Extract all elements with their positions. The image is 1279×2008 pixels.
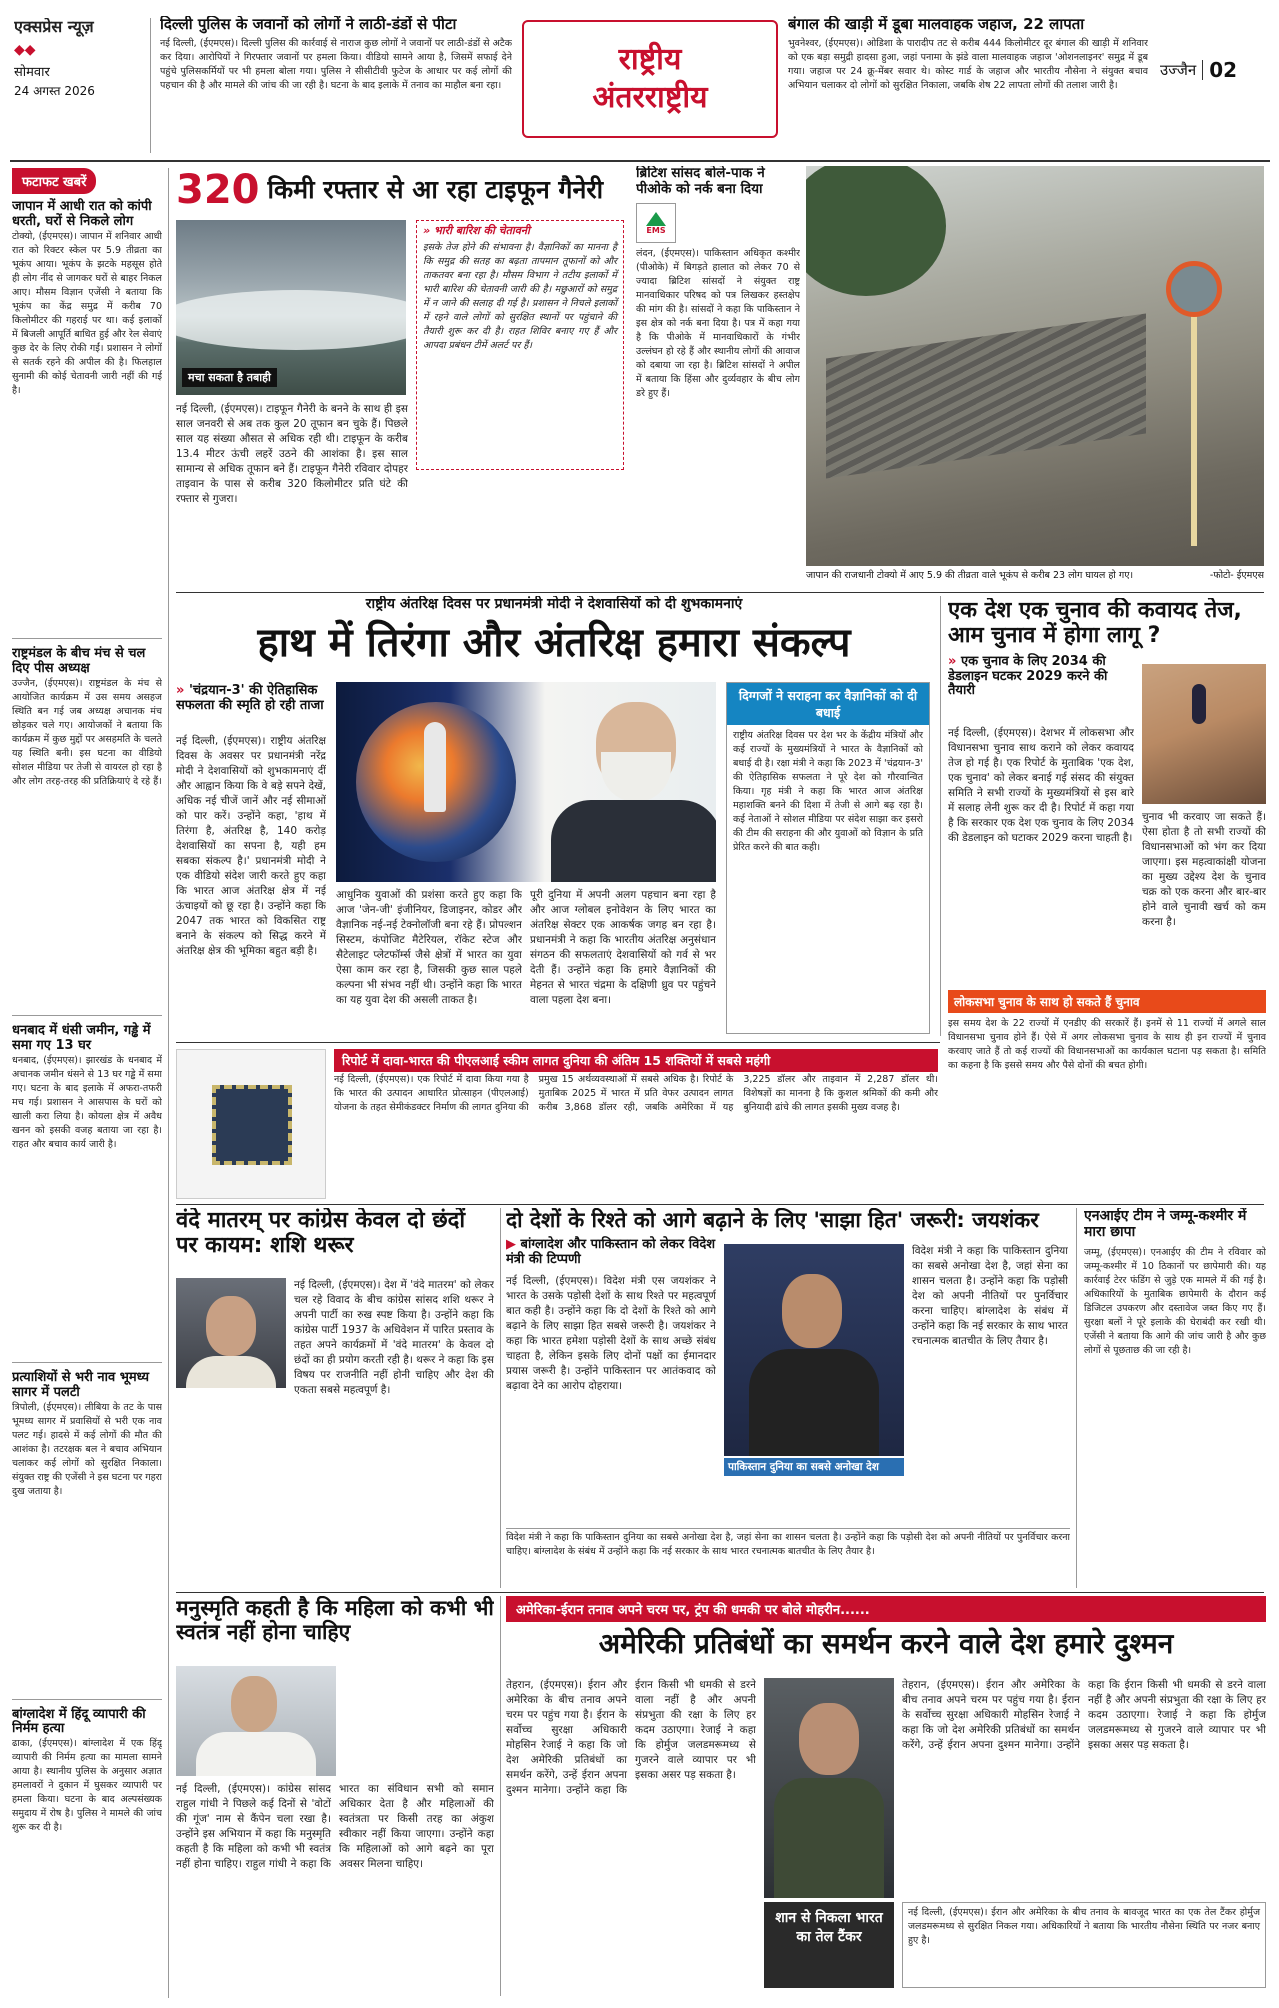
modi-photo [336,682,716,882]
masthead [0,0,1279,160]
rahul-photo [176,1666,336,1776]
iran-story [506,1596,1266,1996]
iran-body: तेहरान, (ईएमएस)। ईरान और अमेरिका के बीच तनाव अपने चरम पर पहुंच गया है। ईरान के सर्वोच्च सुरक्षा अधिकारी मोहसिन रेजाई ने कहा कि जो देश अमेरिकी प्रतिबंधों का समर्थन करेंगे, उन्हें ईरान अपना दुश्मन मानेगा। उन्होंने कहा कि ईरान किसी भी धमकी से डरने वाला नहीं है और अपनी संप्रभुता की रक्षा के लिए हर कदम उठाएगा। रेजाई ने कहा कि होर्मुज जलडमरूमध्य से गुजरने वाले व्यापार पर भी इसका असर पड़ सकता है। [506,1679,756,1796]
typhoon-headline-text: किमी रफ्तार से आ रहा टाइफून गैनेरी [267,174,604,204]
modi-col1: नई दिल्ली, (ईएमएस)। राष्ट्रीय अंतरिक्ष दिवस के अवसर पर प्रधानमंत्री नरेंद्र मोदी ने देशवासियों को शुभकामनाएं दीं और आह्वान किया कि वे बड़े सपने देखें, अधिक नई चीजें जानें और नई सीमाओं को पार करें। उन्होंने कहा, 'हाथ में तिरंगा है, अंतरिक्ष है, 140 करोड़ देशवासियों का सपना है, यही हम सबका संकल्प है।' प्रधानमंत्री मोदी ने एक वीडियो संदेश जारी करते हुए कहा कि भारत आज अंतरिक्ष क्षेत्र में नई ऊंचाइयों को छू रहा है। उन्होंने कहा कि 2047 तक भारत को विकसित राष्ट्र बनाने के संकल्प को सिद्ध करने में अंतरिक्ष क्षेत्र की भूमिका बहुत बड़ी है। [176,735,326,957]
warning-body: इसके तेज होने की संभावना है। वैज्ञानिकों का मानना है कि समुद्र की सतह का बढ़ता तापमान तूफानों को और ताकतवर बना रहा है। मौसम विभाग ने तटीय इलाकों में भारी बारिश की चेतावनी जारी की है। मछुआरों को समुद्र में न जाने की सलाह दी गई है। प्रशासन ने निचले इलाकों में रहने वाले लोगों को सुरक्षित स्थानों पर पहुंचाने की तैयारी शुरू कर दी है। राहत शिविर बनाए गए हैं और आपदा प्रबंधन टीमें अलर्ट पर हैं। [423,241,617,351]
traffic-mirror [1166,261,1222,317]
fatafat-item [12,1024,162,1354]
jammu-body: जम्मू, (ईएमएस)। एनआईए की टीम ने रविवार को जम्मू-कश्मीर में 10 ठिकानों पर छापेमारी की। यह कार्रवाई टेरर फंडिंग से जुड़े एक मामले में की गई है। अधिकारियों के मुताबिक छापेमारी के दौरान कई डिजिटल उपकरण और दस्तावेज जब्त किए गए हैं। सुरक्षा बलों ने पूरे इलाके की घेराबंदी कर रखी थी। एजेंसी ने बताया कि आगे की जांच जारी है और कुछ लोगों से पूछताछ की जा रही है। [1084,1247,1266,1357]
british-story [636,166,800,586]
section-banner [522,20,778,138]
ems-logo: EMS [636,203,676,243]
modi-story [176,596,932,1036]
masthead-date: 24 अगस्त 2026 [14,84,95,99]
fatafat-body: धनबाद, (ईएमएस)। झारखंड के धनबाद में अचानक जमीन धंसने से 13 घर गड्ढे में समा गए। घटना के बाद इलाके में अफरा-तफरी मच गई। प्रशासन ने आसपास के घरों को खाली करा लिया है। कोयला क्षेत्र में अवैध खनन को इसकी वजह बताया जा रहा है। राहत और बचाव कार्य जारी है। [12,1054,162,1150]
onenation-body-2: चुनाव भी करवाए जा सकते हैं। ऐसा होता है तो सभी राज्यों की विधानसभाओं को भंग कर दिया जाएगा। इस महत्वाकांक्षी योजना का मुख्य उद्देश्य देश के चुनाव चक्र को एक करना और बार-बार होने वाले चुनावी खर्च को कम करना है। [1142,811,1266,928]
fatafat-item [12,1708,162,1968]
jaishankar-caption: पाकिस्तान दुनिया का सबसे अनोखा देश [724,1458,904,1476]
fatafat-item [12,1371,162,1691]
section-title-1: राष्ट्रीय [618,41,682,77]
fatafat-headline: प्रत्याशियों से भरी नाव भूमध्य सागर में पलटी [12,1369,150,1400]
typhoon-headline [176,166,626,214]
top-right-story [788,16,1148,156]
wave-shape [176,290,406,350]
modi-headline: हाथ में तिरंगा और अंतरिक्ष हमारा संकल्प [257,620,851,666]
iran-photo-tag: शान से निकला भारत का तेल टैंकर [764,1902,894,1988]
iran-body-2: तेहरान, (ईएमएस)। ईरान और अमेरिका के बीच तनाव अपने चरम पर पहुंच गया है। ईरान के सर्वोच्च सुरक्षा अधिकारी मोहसिन रेजाई ने कहा कि जो देश अमेरिकी प्रतिबंधों का समर्थन करेंगे, उन्हें ईरान अपना दुश्मन मानेगा। उन्होंने कहा कि ईरान किसी भी धमकी से डरने वाला नहीं है और अपनी संप्रभुता की रक्षा के लिए हर कदम उठाएगा। रेजाई ने कहा कि होर्मुज जलडमरूमध्य से गुजरने वाले व्यापार पर भी इसका असर पड़ सकता है। [902,1679,1266,1751]
modi-subhead: » 'चंद्रयान-3' की ऐतिहासिक सफलता की स्मृति हो रही ताजा [176,683,324,713]
chips-body: नई दिल्ली, (ईएमएस)। एक रिपोर्ट में दावा किया गया है कि भारत की उत्पादन आधारित प्रोत्साहन (पीएलआई) योजना के तहत सेमीकंडक्टर निर्माण की लागत दुनिया की प्रमुख 15 अर्थव्यवस्थाओं में सबसे अधिक है। रिपोर्ट के मुताबिक 2025 में भारत में प्रति वेफर उत्पादन लागत करीब 3,868 डॉलर रही, जबकि अमेरिका में यह 3,225 डॉलर और ताइवान में 2,287 डॉलर थी। विशेषज्ञों का मानना है कि कुशल श्रमिकों की कमी और बुनियादी ढांचे की लागत इसकी मुख्य वजह है। [334,1074,938,1113]
iran-headline: अमेरिकी प्रतिबंधों का समर्थन करने वाले देश हमारे दुश्मन [598,1627,1174,1660]
onenation-box-body: इस समय देश के 22 राज्यों में एनडीए की सरकारें हैं। इनमें से 11 राज्यों में अगले साल विधानसभा चुनाव होने हैं। ऐसे में अगर लोकसभा चुनाव के साथ ही इन राज्यों में चुनाव करवाए जाते हैं तो कई राज्यों की विधानसभाओं का कार्यकाल घटाना पड़ सकता है। समिति का कहना है कि इससे समय और पैसे दोनों की बचत होगी। [948,1018,1266,1071]
tharoor-story [176,1208,494,1588]
jammu-headline: एनआईए टीम ने जम्मू-कश्मीर में मारा छापा [1084,1208,1247,1241]
manusmriti-body: नई दिल्ली, (ईएमएस)। कांग्रेस सांसद राहुल गांधी ने पिछले कई दिनों से 'वोटों की गूंज' नाम से कैंपेन चला रखा है। उन्होंने इस अभियान में कहा कि मनुस्मृति कहती है कि महिला को कभी भी स्वतंत्र नहीं होना चाहिए। राहुल गांधी ने कहा कि भारत का संविधान सभी को समान अधिकार देता है और महिलाओं की स्वतंत्रता पर किसी तरह का अंकुश स्वीकार नहीं किया जाएगा। उन्होंने कहा कि महिलाओं को आगे बढ़ने का पूरा अवसर मिलना चाहिए। [176,1783,494,1870]
top-left-body: नई दिल्ली, (ईएमएस)। दिल्ली पुलिस की कार्रवाई से नाराज कुछ लोगों ने जवानों पर लाठी-डंडों से अटैक कर दिया। आरोपियों ने गिरफ्तार जवानों पर हमला किया। वीडियो सामने आया है, जिसमें सफाई देने पहुंचे पुलिसकर्मियों पर भी हमला बोला गया। पुलिस ने सीसीटीवी फुटेज के आधार पर कई लोगों की पहचान की है और मामले की जांच की जा रही है। घटना के बाद इलाके में तनाव का माहौल बना रहा। [160,38,512,92]
fatafat-headline: राष्ट्रमंडल के बीच मंच से चल दिए पीस अध्यक्ष [12,645,146,676]
british-headline: ब्रिटिश सांसद बोले-पाक ने पीओके को नर्क बना दिया [636,166,765,197]
typhoon-speed: 320 [176,167,260,213]
chips-photo [176,1049,326,1199]
jammu-story [1084,1208,1266,1588]
portrait-body [186,1356,276,1388]
fatafat-headline: धनबाद में धंसी जमीन, गड्ढे में समा गए 13 घर [12,1022,151,1053]
jaishankar-photo [724,1244,904,1456]
mirror-pole [1191,296,1197,546]
fatafat-headline: बांग्लादेश में हिंदू व्यापारी की निर्मम हत्या [12,1706,146,1737]
fatafat-body: उज्जैन, (ईएमएस)। राष्ट्रमंडल के मंच से आयोजित कार्यक्रम में उस समय असहज स्थिति बन गई जब अध्यक्ष अचानक मंच छोड़कर चले गए। आयोजकों ने बताया कि कार्यक्रम में कुछ मुद्दों पर असहमति के चलते यह स्थिति बनी। इस घटना का वीडियो सोशल मीडिया पर तेजी से वायरल हो रहा है और लोग तरह-तरह की प्रतिक्रियाएं दे रहे हैं। [12,677,162,787]
fatafat-item [12,647,162,1007]
rocket-icon [424,722,446,812]
top-left-story [160,16,512,156]
photo-caption-tag: मचा सकता है तबाही [182,368,277,387]
top-right-body: भुवनेश्वर, (ईएमएस)। ओडिशा के पारादीप तट से करीब 444 किलोमीटर दूर बंगाल की खाड़ी में शनिवार को एक बड़ा समुद्री हादसा हुआ, जहां पनामा के झंडे वाला मालवाहक जहाज 'ओशनलाइनर' समुद्र में डूब गया। जहाज पर 24 क्रू-मेंबर सवार थे। कोस्ट गार्ड के जहाज और भारतीय नौसेना ने संयुक्त बचाव अभियान चलाकर दो लोगों को सुरक्षित निकाला, जबकि शेष 22 लापता लोगों की तलाश जारी है। [788,38,1148,92]
brand-block [14,18,144,148]
portrait-jacket [749,1349,879,1456]
masthead-day: सोमवार [14,65,50,81]
quake-caption: जापान की राजधानी टोक्यो में आए 5.9 की तीव्रता वाले भूकंप से करीब 23 लोग घायल हो गए। -फोटो- ईएमएस [806,570,1264,581]
modi-col3: पूरी दुनिया में अपनी अलग पहचान बना रहा है और आज ग्लोबल इनोवेशन के लिए भारत का अंतरिक्ष सेक्टर एक आकर्षक जगह बन रहा है। प्रधानमंत्री ने कहा कि भारतीय अंतरिक्ष अनुसंधान संगठन की सफलताएं देशवासियों को गर्व से भर देती हैं। उन्होंने कहा कि हमारे वैज्ञानिकों की मेहनत से भारत चंद्रमा के दक्षिणी ध्रुव पर पहुंचने वाला पहला देश बना। [530,889,716,1006]
quake-photo [806,166,1264,566]
ink-mark [1192,684,1206,724]
portrait-jacket [551,800,716,882]
fatafat-headline: जापान में आधी रात को कांपी धरती, घरों से निकले लोग [12,199,152,229]
modi-col2: आधुनिक युवाओं की प्रशंसा करते हुए कहा कि आज 'जेन-जी' इंजीनियर, डिजाइनर, कोडर और वैज्ञानिक नई-नई टेक्नोलॉजी बना रहे हैं। प्रोपल्शन सिस्टम, कंपोजिट मैटेरियल, रॉकेट स्टेज और सैटेलाइट प्लेटफॉर्म्स जैसे क्षेत्रों में भारत का युवा ऐसा काम कर रहा है, जिसकी कुछ साल पहले कल्पना भी संभव नहीं थी। उन्होंने कहा कि भारत का यह युवा देश की असली ताकत है। [336,889,522,1006]
jaishankar-body: नई दिल्ली, (ईएमएस)। विदेश मंत्री एस जयशंकर ने भारत के उसके पड़ोसी देशों के साथ रिश्ते पर महत्वपूर्ण बात कही है। उन्होंने कहा कि दो देशों के रिश्ते को आगे बढ़ाने के लिए साझा हित सबसे जरूरी है। जयशंकर ने कहा कि भारत हमेशा पड़ोसी देशों के साथ अच्छे संबंध चाहता है, लेकिन इसके लिए दोनों पक्षों का ईमानदार प्रयास जरूरी है। उन्होंने पाकिस्तान पर आतंकवाद को बढ़ावा देने का आरोप दोहराया। [506,1275,716,1392]
section-title-2: अंतरराष्ट्रीय [592,80,708,115]
iran-kicker: अमेरिका-ईरान तनाव अपने चरम पर, ट्रंप की धमकी पर बोले मोहरीन...... [506,1596,1266,1622]
jaishankar-box: विदेश मंत्री ने कहा कि पाकिस्तान दुनिया का सबसे अनोखा देश है, जहां सेना का शासन चलता है। उन्होंने कहा कि पड़ोसी देश को अपनी नीतियों पर पुनर्विचार करना चाहिए। बांग्लादेश के संबंध में उन्होंने कहा कि नई सरकार के साथ भारत रचनात्मक बातचीत के लिए तैयार है। [506,1528,1070,1586]
ink-finger-photo [1142,664,1266,804]
modi-kicker: राष्ट्रीय अंतरिक्ष दिवस पर प्रधानमंत्री मोदी ने देशवासियों को दी शुभकामनाएं [365,596,743,612]
onenation-box [948,990,1266,1190]
brand-name: एक्सप्रेस न्यूज़ [14,18,94,36]
jaishankar-subhead: ▶ बांग्लादेश और पाकिस्तान को लेकर विदेश मंत्री की टिप्पणी [506,1237,716,1268]
fatafat-column [12,168,162,1998]
page-number: 02 [1209,57,1238,82]
fatafat-body: ढाका, (ईएमएस)। बांग्लादेश में एक हिंदू व्यापारी की निर्मम हत्या का मामला सामने आया है। स्थानीय पुलिस के अनुसार अज्ञात हमलावरों ने दुकान में घुसकर व्यापारी पर हमला किया। घटना के बाद अल्पसंख्यक समुदाय में रोष है। पुलिस ने मामले की जांच शुरू कर दी है। [12,1738,162,1834]
tharoor-photo [176,1278,286,1388]
fatafat-label: फटाफट खबरें [12,168,96,194]
jaishankar-body-2: विदेश मंत्री ने कहा कि पाकिस्तान दुनिया का सबसे अनोखा देश है, जहां सेना का शासन चलता है। उन्होंने कहा कि पड़ोसी देश को अपनी नीतियों पर पुनर्विचार करना चाहिए। बांग्लादेश के संबंध में उन्होंने कहा कि नई सरकार के साथ भारत रचनात्मक बातचीत के लिए तैयार है। [912,1245,1068,1347]
collapsed-roof-shape [826,314,1146,479]
portrait-uniform [774,1778,884,1898]
tree-shape [806,166,946,296]
modi-side-box [726,682,930,1034]
fatafat-item [12,200,162,630]
portrait-face [799,1703,859,1775]
onenation-story [948,598,1266,1198]
jaishankar-story [506,1208,1070,1588]
warning-box [416,220,624,470]
portrait-beard [601,752,671,802]
typhoon-story [176,166,626,586]
top-right-headline: बंगाल की खाड़ी में डूबा मालवाहक जहाज, 22 लापता [788,16,1085,33]
typhoon-photo [176,220,406,395]
onenation-body: नई दिल्ली, (ईएमएस)। देशभर में लोकसभा और विधानसभा चुनाव साथ कराने को लेकर कवायद तेज हो गई है। एक रिपोर्ट के मुताबिक 'एक देश, एक चुनाव' को लेकर बनाई गई संसद की संयुक्त समिति ने सभी राज्यों के मुख्यमंत्रियों से इस बारे में सलाह लेनी शुरू कर दी है। रिपोर्ट में कहा गया है कि सरकार एक देश एक चुनाव के लिए 2034 की डेडलाइन को घटाकर 2029 करना चाहती है। [948,727,1134,844]
iran-box: नई दिल्ली, (ईएमएस)। ईरान और अमेरिका के बीच तनाव के बावजूद भारत का एक तेल टैंकर होर्मुज जलडमरूमध्य से सुरक्षित निकल गया। अधिकारियों ने बताया कि भारतीय नौसेना स्थिति पर नजर बनाए हुए है। [902,1902,1266,1988]
tharoor-body: नई दिल्ली, (ईएमएस)। देश में 'वंदे मातरम' को लेकर चल रहे विवाद के बीच कांग्रेस सांसद शशि थरूर ने अपनी पार्टी का रुख स्पष्ट किया है। उन्होंने कहा कि कांग्रेस पार्टी 1937 के अधिवेशन में पारित प्रस्ताव के तहत अपने कार्यक्रमों में 'वंदे मातरम' के केवल दो छंदों का ही प्रयोग करती रही है। थरूर ने कहा कि इस विषय पर राजनीति नहीं होनी चाहिए और देश की एकता सबसे महत्वपूर्ण है। [294,1279,494,1396]
rezaei-photo [764,1678,894,1898]
manusmriti-headline: मनुस्मृति कहती है कि महिला को कभी भी स्वतंत्र नहीं होना चाहिए [176,1596,494,1645]
typhoon-body: नई दिल्ली, (ईएमएस)। टाइफून गैनेरी के बनने के साथ ही इस साल जनवरी से अब तक कुल 20 तूफान बन चुके हैं। पिछले साल यह संख्या औसत से अधिक रही थी। टाइफून के करीब 13.4 मीटर ऊंची लहरें उठने की आशंका है। इस साल सामान्य से अधिक तूफान बने हैं। टाइफून गैनेरी रविवार दोपहर ताइवान के पास से करीब 320 किलोमीटर प्रति घंटे की रफ्तार से गुजरा। [176,403,408,505]
warning-label: » भारी बारिश की चेतावनी [423,224,530,237]
onenation-subhead: » एक चुनाव के लिए 2034 की डेडलाइन घटकर 2029 करने की तैयारी [948,653,1108,699]
british-body: लंदन, (ईएमएस)। पाकिस्तान अधिकृत कश्मीर (पीओके) में बिगड़ते हालात को लेकर 70 से ज्यादा ब्रिटिश सांसदों ने संयुक्त राष्ट्र मानवाधिकार परिषद को पत्र लिखकर हस्तक्षेप की मांग की है। सांसदों ने कहा कि पाकिस्तान ने इस क्षेत्र को नर्क बना दिया है। पत्र में कहा गया है कि पीओके में मानवाधिकारों के गंभीर उल्लंघन हो रहे हैं और स्थानीय लोगों की आवाज को दबाया जा रहा है। ब्रिटिश सांसदों ने अपील में बताया कि हिंसा और दुर्व्यवहार के बीच लोग डरे हुए हैं। [636,248,800,400]
fatafat-body: टोक्यो, (ईएमएस)। जापान में शनिवार आधी रात को रिक्टर स्केल पर 5.9 तीव्रता का भूकंप आया। भूकंप के झटके महसूस होते ही लोग नींद से जागकर घरों से बाहर निकल आए। मौसम विज्ञान एजेंसी ने बताया कि भूकंप का केंद्र समुद्र में करीब 70 किलोमीटर की गहराई पर था। कई इलाकों में बिजली आपूर्ति बाधित हुई और रेल सेवाएं कुछ देर के लिए रोकी गईं। प्रशासन ने लोगों से सतर्क रहने की अपील की है। फिलहाल सुनामी की कोई चेतावनी जारी नहीं की गई है। [12,230,162,396]
chips-story [176,1042,940,1202]
city-name: उज्जैन [1160,61,1197,79]
page-meta [1160,55,1270,85]
onenation-box-head: लोकसभा चुनाव के साथ हो सकते हैं चुनाव [948,990,1266,1013]
onenation-headline: एक देश एक चुनाव की कवायद तेज, आम चुनाव में होगा लागू ? [948,598,1242,649]
portrait-face [231,1676,277,1732]
manusmriti-story [176,1596,494,1996]
tharoor-headline: वंदे मातरम् पर कांग्रेस केवल दो छंदों पर कायम: शशि थरूर [176,1208,466,1259]
fatafat-body: त्रिपोली, (ईएमएस)। लीबिया के तट के पास भूमध्य सागर में प्रवासियों से भरी एक नाव पलट गई। हादसे में कई लोगों की मौत की आशंका है। तटरक्षक बल ने बचाव अभियान चलाकर कई लोगों को सुरक्षित निकाला। संयुक्त राष्ट्र की एजेंसी ने इस घटना पर गहरा दुख जताया है। [12,1401,162,1497]
portrait-face [206,1296,256,1356]
jaishankar-headline: दो देशों के रिश्ते को आगे बढ़ाने के लिए 'साझा हित' जरूरी: जयशंकर [506,1208,1039,1232]
portrait-face [782,1274,842,1348]
portrait-body [196,1732,316,1776]
diamond-icon: ◆◆ [14,42,36,59]
modi-box-head: दिग्गजों ने सराहना कर वैज्ञानिकों को दी बधाई [727,683,929,725]
chips-headline: रिपोर्ट में दावा-भारत की पीएलआई स्कीम लागत दुनिया की अंतिम 15 शक्तियों में सबसे महंगी [334,1049,938,1072]
chip-icon [212,1085,292,1165]
top-left-headline: दिल्ली पुलिस के जवानों को लोगों ने लाठी-डंडों से पीटा [160,16,457,33]
modi-box-body: राष्ट्रीय अंतरिक्ष दिवस पर देश भर के केंद्रीय मंत्रियों और कई राज्यों के मुख्यमंत्रियों ने भारत के वैज्ञानिकों को बधाई दी है। रक्षा मंत्री ने कहा कि 2023 में 'चंद्रयान-3' की ऐतिहासिक सफलता ने पूरे देश को गौरवान्वित किया। गृह मंत्री ने कहा कि भारत आज अंतरिक्ष महाशक्ति बनने की दिशा में तेजी से आगे बढ़ रहा है। कई नेताओं ने सोशल मीडिया पर संदेश साझा कर इसरो की टीम की सराहना की और युवाओं को विज्ञान के प्रति प्रेरित करने की बात कही। [733,730,923,853]
